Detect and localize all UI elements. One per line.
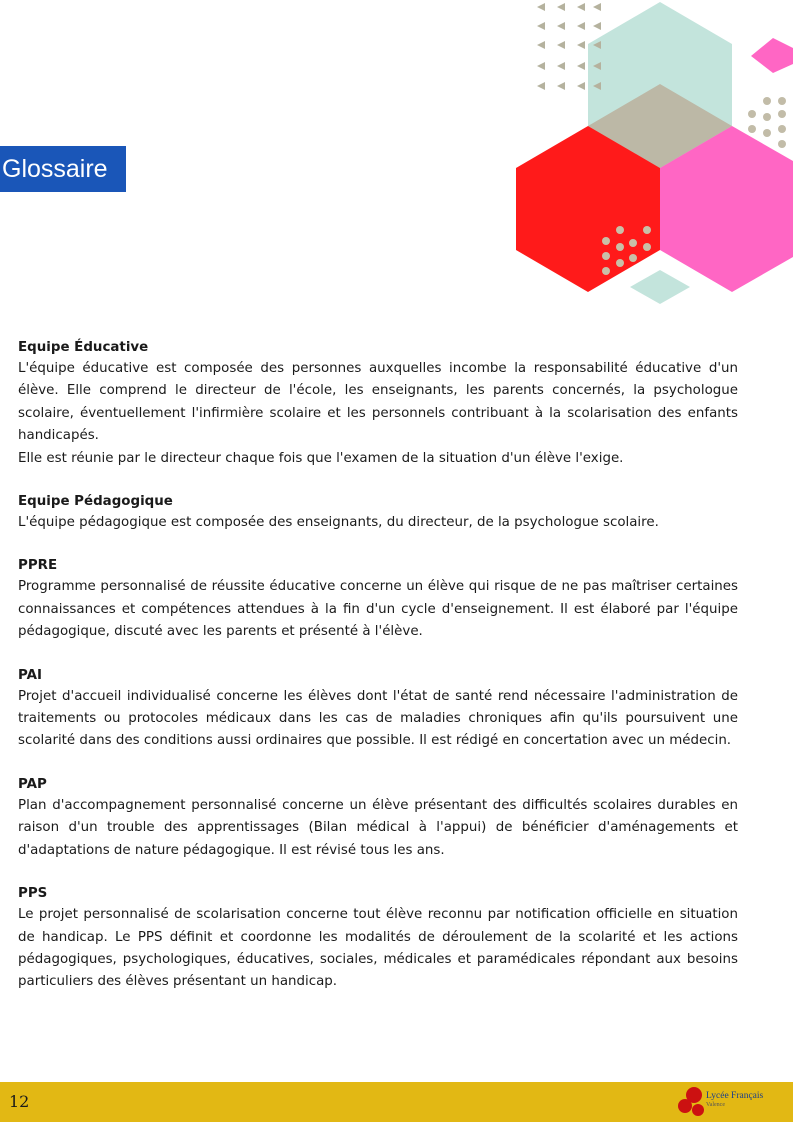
glossary-entry [18,666,738,753]
logo-circles-icon [676,1086,706,1118]
glossary-term: PAP [18,776,47,792]
glossary-entry [18,884,738,994]
glossary-entry [18,338,738,470]
page-title: Glossaire [0,146,126,192]
page-footer [0,1082,793,1122]
glossary-definition: Plan d'accompagnement personnalisé concerne un élève présentant des difficultés scolaires durables en raison d'un trouble des apprentissages (Bilan médical à l'appui) de bénéficier d'aménagements et d'adaptations de nature pédagogique. Il est révisé tous les ans. [18,797,738,858]
glossary-term: PPS [18,886,48,902]
glossary-definition: Projet d'accueil individualisé concerne les élèves dont l'état de santé rend nécessaire l'administration de traitements ou protocoles médicaux dans les cas de maladies chroniques afin qu'ils poursuivent une scolarité dans des conditions aussi ordinaires que possible. Il est rédigé en concertation avec un médecin. [18,688,738,749]
glossary-term: Equipe Pédagogique [18,494,173,510]
glossary-term: PAI [18,667,42,683]
small-mint-diamond [630,270,690,304]
glossary-content [18,338,738,1016]
page-number: 12 [9,1092,30,1111]
logo-name: Lycée Français [706,1091,764,1101]
logo-subtitle: Valence [706,1102,725,1108]
glossary-definition: Le projet personnalisé de scolarisation concerne tout élève reconnu par notification officielle en situation de handicap. Le PPS définit et coordonne les modalités de déroulement de la scolarité et les actions pédagogiques, psychologiques, éducatives, sociales, médicales et paramédicales répondant aux besoins particuliers des élèves présentant un handicap. [18,907,738,990]
glossary-term: PPRE [18,558,58,574]
glossary-definition: L'équipe éducative est composée des personnes auxquelles incombe la responsabilité éducative d'un élève. Elle comprend le directeur de l'école, les enseignants, les parents concernés, la psychologue scolaire, éventuellement l'infirmière scolaire et les personnels contribuant à la scolarisation des enfants handicapés. [18,361,738,444]
glossary-entry [18,556,738,643]
glossary-definition: Programme personnalisé de réussite éducative concerne un élève qui risque de ne pas maîtriser certaines connaissances et compétences attendues à la fin d'un cycle d'enseignement. Il est élaboré par l'équipe pédagogique, discuté avec les parents et présenté à l'élève. [18,579,738,640]
decorative-hexagons [500,0,793,310]
glossary-entry [18,492,738,534]
school-logo [676,1086,786,1118]
glossary-term: Equipe Éducative [18,340,149,355]
glossary-definition: Elle est réunie par le directeur chaque fois que l'examen de la situation d'un élève l'exige. [18,450,624,466]
glossary-entry [18,775,738,862]
glossary-definition: L'équipe pédagogique est composée des enseignants, du directeur, de la psychologue scolaire. [18,515,659,531]
small-pink-diamond [751,38,793,73]
